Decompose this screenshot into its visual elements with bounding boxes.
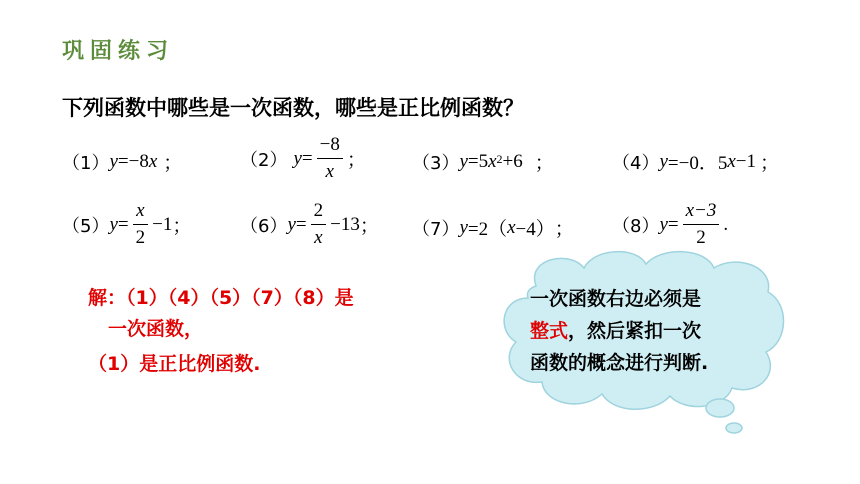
item-7-label: （7） [412, 218, 460, 240]
item-6-rest: −13 [330, 213, 360, 235]
item-4-label: （4） [612, 152, 660, 174]
item-8-denominator: 2 [696, 227, 706, 248]
item-4-rest: −1 [735, 150, 756, 172]
item-3-eq: =5 [467, 150, 489, 172]
item-8-eq: = [667, 213, 679, 235]
item-2-eq: = [301, 147, 313, 169]
item-5 [62, 200, 191, 249]
item-5-fraction [133, 200, 149, 249]
item-6-eq: = [295, 213, 307, 235]
item-3 [412, 148, 554, 175]
item-5-lhs: y [109, 213, 118, 235]
answer-line-3: （1）是正比例函数. [88, 353, 261, 375]
item-6-denominator: x [314, 227, 323, 248]
item-3-lhs: y [459, 150, 468, 172]
item-5-numerator: x [136, 200, 145, 221]
item-2-label: （2） [240, 149, 288, 171]
item-2-denominator: x [325, 161, 334, 182]
item-1-label: （1） [62, 152, 110, 174]
item-4-var: x [727, 150, 736, 172]
item-1-eq: =−8 [117, 150, 149, 172]
item-6-label: （6） [240, 215, 288, 237]
item-1-lhs: y [109, 150, 118, 172]
item-1-var: x [148, 150, 158, 172]
item-5-eq: = [117, 213, 129, 235]
item-5-label: （5） [62, 215, 110, 237]
item-4 [612, 148, 779, 175]
item-5-rest: −1 [152, 213, 173, 235]
cloud-highlight: 整式 [530, 320, 569, 342]
item-4-lhs: y [659, 150, 668, 172]
item-7-end: ； [554, 219, 574, 240]
item-6-fraction [311, 200, 327, 249]
item-1 [62, 148, 182, 175]
item-6-numerator: 2 [313, 200, 324, 221]
item-2 [240, 134, 366, 183]
item-8-numerator: x−3 [685, 200, 717, 221]
question-text: 下列函数中哪些是一次函数，哪些是正比例函数？ [62, 96, 524, 120]
item-6-end: ； [359, 216, 379, 237]
cloud-line-2-rest: ，然后紧扣一次 [568, 320, 702, 342]
item-3-exponent: 2 [496, 152, 503, 166]
item-6 [240, 200, 379, 249]
item-2-lhs: y [293, 147, 302, 169]
item-7-rest: −4） [515, 219, 555, 240]
item-3-rest: +6 [502, 150, 523, 172]
cloud-line-2 [530, 316, 701, 346]
cloud-line-1: 一次函数右边必须是 [530, 288, 702, 310]
item-7-var: x [507, 216, 516, 238]
item-8 [612, 200, 728, 249]
item-2-fraction [317, 134, 343, 183]
item-3-label: （3） [412, 152, 460, 174]
item-5-end: ； [172, 216, 192, 237]
item-8-end: . [723, 213, 729, 235]
section-heading: 巩固练习 [62, 39, 175, 64]
answer-line-1: 解：（1）（4）（5）（7）（8）是 [88, 287, 354, 309]
item-4-eq: =−0．5 [667, 153, 728, 174]
item-7-eq: =2（ [467, 219, 508, 240]
item-2-end: ； [346, 150, 366, 171]
item-8-label: （8） [612, 215, 660, 237]
item-1-end: ； [163, 153, 183, 174]
answer-line-2: 一次函数， [108, 318, 204, 340]
item-3-end: ； [534, 153, 554, 174]
item-8-lhs: y [659, 213, 668, 235]
item-8-fraction [683, 200, 720, 249]
item-5-denominator: 2 [135, 227, 146, 248]
item-7-lhs: y [459, 216, 468, 238]
thought-cloud-icon [496, 246, 796, 446]
item-7 [412, 214, 574, 241]
cloud-line-3: 函数的概念进行判断. [530, 352, 709, 374]
item-3-var: x [488, 150, 497, 172]
item-6-lhs: y [287, 213, 296, 235]
item-4-end: ； [759, 153, 779, 174]
item-2-numerator: −8 [319, 134, 340, 155]
